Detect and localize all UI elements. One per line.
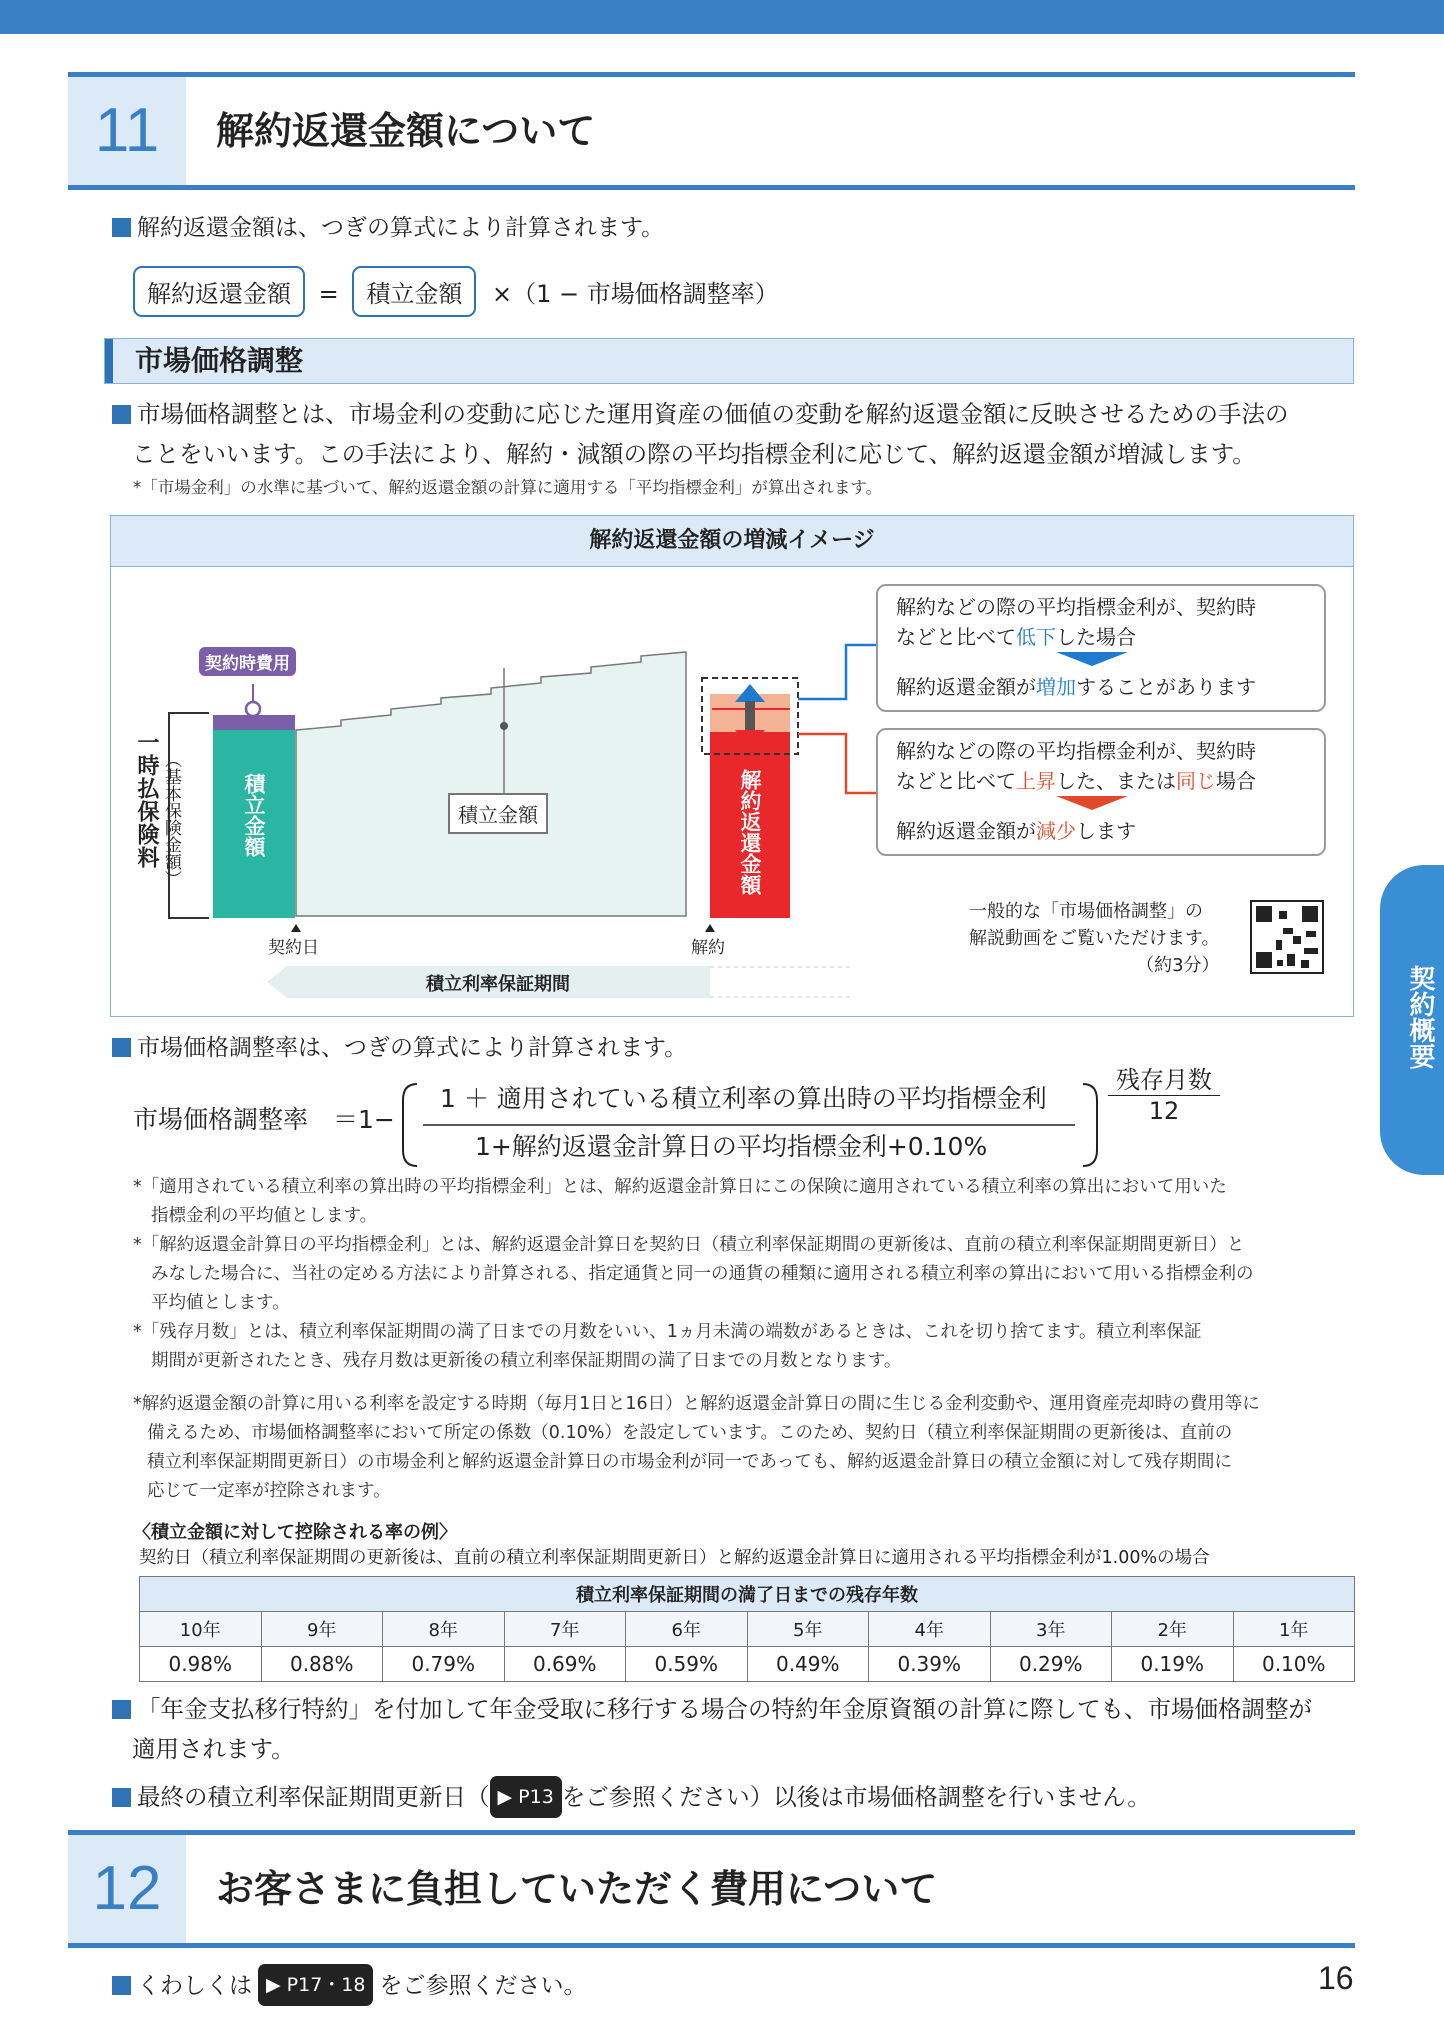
mva-description: 市場価格調整とは、市場金利の変動に応じた運用資産の価値の変動を解約返還金額に反映させるための手法の ことをいいます。この手法により、解約・減額の際の平均指標金利に応じて、解約返還金額が増減します。 <box>112 394 1289 474</box>
cancel-day-label: 解約 <box>691 938 725 958</box>
arrow-down-icon <box>1056 796 1128 810</box>
section-12-header <box>68 1830 1355 1948</box>
bullet-square-icon <box>112 218 131 237</box>
top-bar <box>0 0 1444 34</box>
annuity-bullet: 「年金支払移行特約」を付加して年金受取に移行する場合の特約年金原資額の計算に際しても、市場価格調整が 適用されます。 <box>112 1689 1312 1769</box>
page-ref-p13[interactable]: ▶ P13 <box>490 1776 562 1818</box>
page-ref-p17-18[interactable]: ▶ P17・18 <box>258 1964 373 2006</box>
diagram-box <box>110 515 1354 1017</box>
video-note: 一般的な「市場価格調整」の 解説動画をご覧いただけます。 （約3分） <box>969 901 1220 976</box>
coefficient-notes: *解約返還金額の計算に用いる利率を設定する時期（毎月1日と16日）と解約返還金計算日の間に生じる金利変動や、運用資産売却時の費用等に 備えるため、市場価格調整率において所定の係数（0.10%）を設定しています。このため、契約日（積立利率保証期間の更新後は、直前の 積立利率保証期間更新日）の市場金利と解約返還金計算日の市場金利が同一であっても、解約返還金計算日の積立金額に対して残存期間に 応じて一定率が控除されます。 <box>133 1394 1260 1501</box>
rate-bullet: 市場価格調整率は、つぎの算式により計算されます。 <box>112 1028 687 1068</box>
contract-cost-marker <box>246 702 260 716</box>
section-11-header <box>68 72 1355 190</box>
cancel-bar-label: 解約返還金額 <box>738 769 762 895</box>
exponent-denominator: 12 <box>1148 1097 1180 1125</box>
premium-sub-label: （基本保険金額） <box>161 751 181 887</box>
formula: 解約返還金額 = 積立金額 ×（1 − 市場価格調整率） <box>133 266 779 317</box>
cancel-marker <box>705 924 715 932</box>
arrow-up-icon <box>735 684 765 702</box>
rate-lhs: 市場価格調整率 ＝1− <box>133 1105 395 1134</box>
callout-decrease: 解約などの際の平均指標金利が、契約時 などと比べて低下した場合 解約返還金額が増加することがあります <box>876 584 1326 712</box>
deduction-table <box>139 1576 1355 1682</box>
formula-denominator: 1+解約返還金計算日の平均指標金利+0.10% <box>475 1132 988 1161</box>
table-header: 積立利率保証期間の満了日までの残存年数 <box>140 1577 1355 1612</box>
example-title: 〈積立金額に対して控除される率の例〉 <box>133 1522 457 1543</box>
example-sub: 契約日（積立利率保証期間の更新後は、直前の積立利率保証期間更新日）と解約返還金計算日に適用される平均指標金利が1.00%の場合 <box>139 1548 1210 1568</box>
section-title: 解約返還金額について <box>216 109 596 153</box>
contract-cost-label: 契約時費用 <box>199 647 296 676</box>
connector-up <box>798 645 876 699</box>
table-row: 0.98% 0.88% 0.79% 0.69% 0.59% 0.49% 0.39% 0.29% 0.19% 0.10% <box>140 1647 1355 1682</box>
diagram-title: 解約返還金額の増減イメージ <box>111 516 1353 567</box>
section-title: お客さまに負担していただく費用について <box>216 1867 938 1911</box>
footer-reference: くわしくは ▶ P17・18 をご参照ください。 <box>112 1964 586 2006</box>
premium-label: 一時払保険料 <box>134 731 159 869</box>
intro-bullet: 解約返還金額は、つぎの算式により計算されます。 <box>112 208 664 248</box>
formula-term: 解約返還金額 <box>133 266 305 317</box>
callout-increase: 解約などの際の平均指標金利が、契約時 などと比べて上昇した、または同じ場合 解約返還金額が減少します <box>876 728 1326 856</box>
rate-notes: *「適用されている積立利率の算出時の平均指標金利」とは、解約返還金計算日にこの保険に適用されている積立利率の算出において用いた 指標金利の平均値とします。 *「解約返還金計算日の平均指標金利」とは、解約返還金計算日を契約日（積立利率保証期間の更新後は、直前の積立利率保証期間更新日）と みなした場合に、当社の定める方法により計算される、指定通貨と同一の通貨の種類に適用される積立利率の算出において用いる指標金利の 平均値とします。 *「残存月数」とは、積立利率保証期間の満了日までの月数をいい、1ヵ月未満の端数があるときは、これを切り捨てます。積立利率保証 期間が更新されたとき、残存月数は更新後の積立利率保証期間の満了日までの月数となります。 <box>133 1177 1254 1371</box>
formula-numerator: 1 ＋ 適用されている積立利率の算出時の平均指標金利 <box>440 1084 1047 1113</box>
final-renewal-bullet: 最終の積立利率保証期間更新日（ ▶ P13 をご参照ください）以後は市場価格調整を行いません。 <box>112 1776 1151 1818</box>
side-tab-contract-summary[interactable]: 契約概要 <box>1380 865 1444 1175</box>
tsumitate-bar-label: 積立金額 <box>242 773 266 857</box>
accumulation-area <box>296 652 686 916</box>
contract-day-marker <box>291 924 301 932</box>
arrow-down-icon <box>1056 652 1128 666</box>
contract-day-label: 契約日 <box>268 938 319 958</box>
subheading: 市場価格調整 <box>104 338 1354 384</box>
exponent-numerator: 残存月数 <box>1108 1060 1220 1096</box>
connector-down <box>798 734 876 793</box>
section-number: 12 <box>68 1835 186 1943</box>
table-row: 10年 9年 8年 7年 6年 5年 4年 3年 2年 1年 <box>140 1612 1355 1647</box>
formula-term: 積立金額 <box>352 266 476 317</box>
section-number: 11 <box>68 77 186 185</box>
middle-label: 積立金額 <box>448 793 548 834</box>
page-number: 16 <box>1318 1960 1354 1996</box>
contract-cost-bar <box>213 715 295 730</box>
period-label: 積立利率保証期間 <box>426 974 570 995</box>
mva-note: *「市場金利」の水準に基づいて、解約返還金額の計算に適用する「平均指標金利」が算出されます。 <box>133 478 883 497</box>
